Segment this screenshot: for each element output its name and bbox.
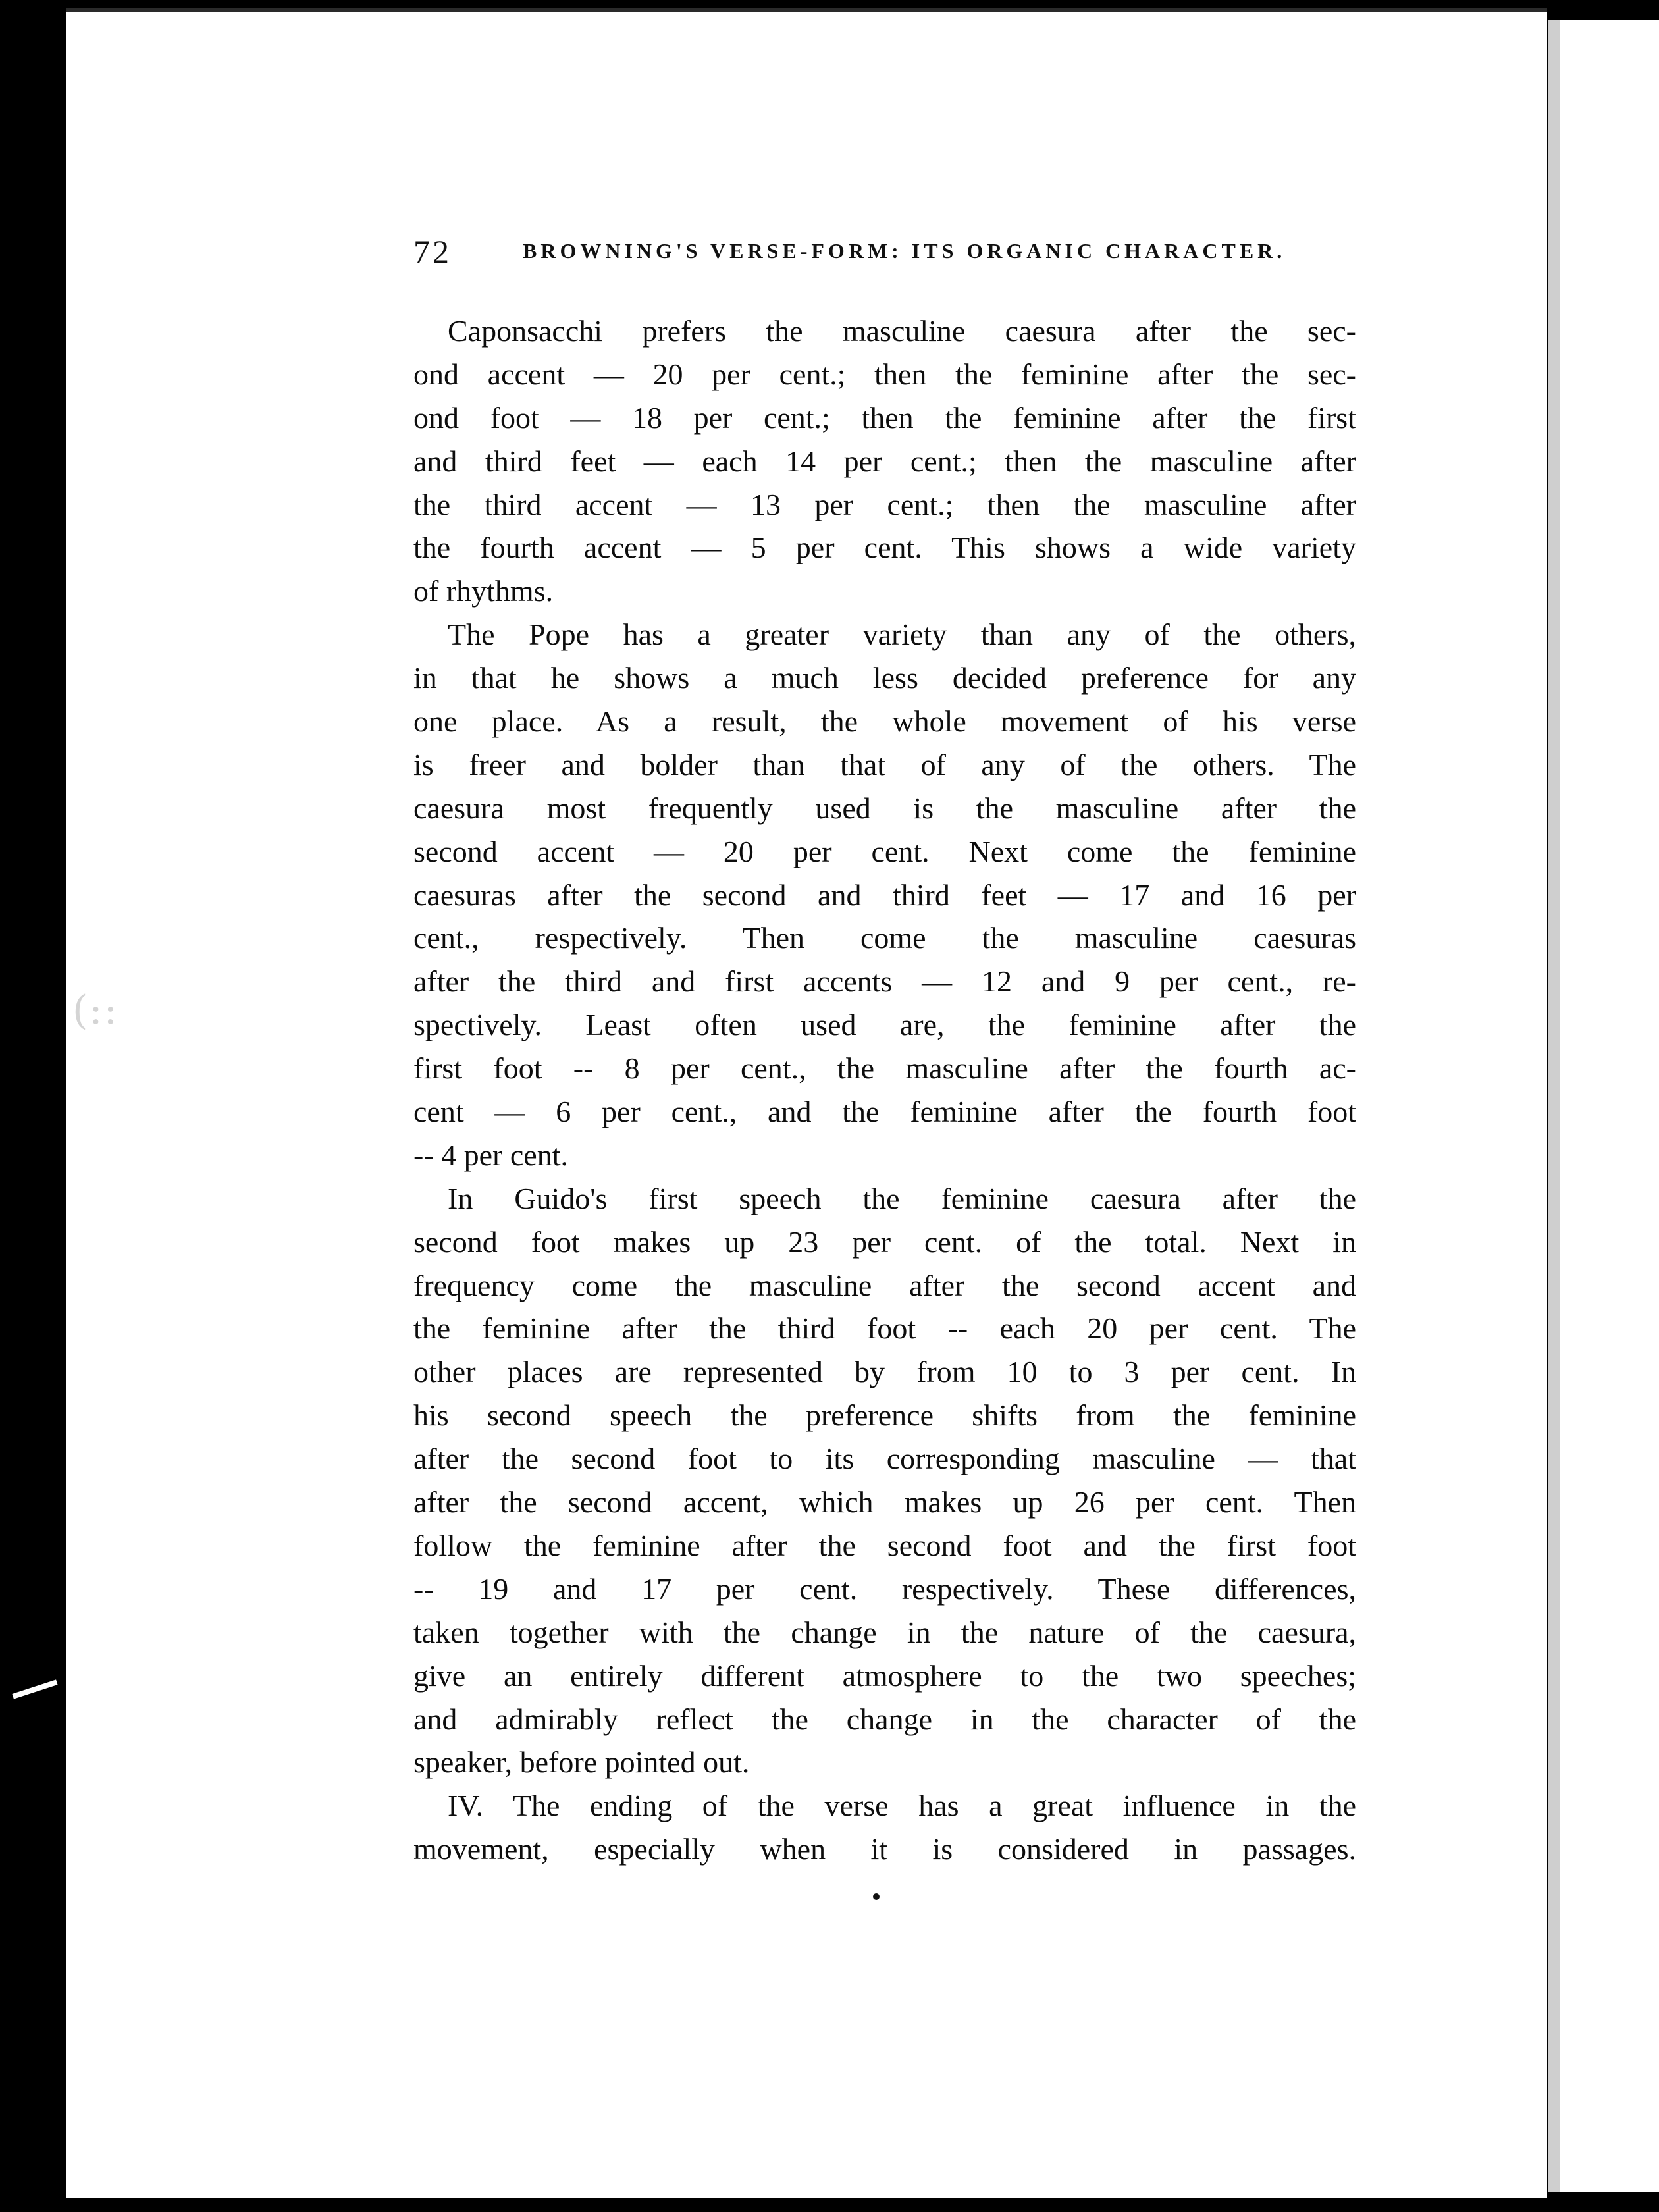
ink-dot [873,1893,880,1900]
text-line: first foot -- 8 per cent., the masculine after the fourth ac- [413,1051,1356,1086]
text-line: follow the feminine after the second foot and the first foot [413,1528,1356,1562]
text-line: is freer and bolder than that of any of the others. The [413,747,1356,781]
text-line: in that he shows a much less decided preference for any [413,661,1356,695]
text-line: -- 19 and 17 per cent. respectively. These differences, [413,1571,1356,1606]
text-line: of rhythms. [413,574,554,608]
text-line: the feminine after the third foot -- each 20 per cent. The [413,1311,1356,1346]
text-line: his second speech the preference shifts from the feminine [413,1398,1356,1433]
text-line: ond foot — 18 per cent.; then the feminine after the first [413,400,1356,434]
text-line: and third feet — each 14 per cent.; then the masculine after [413,444,1356,478]
text-line: speaker, before pointed out. [413,1745,750,1779]
text-line: the fourth accent — 5 per cent. This shows a wide variety [413,531,1356,565]
text-line: cent., respectively. Then come the masculine caesuras [413,921,1356,955]
margin-scratch-mark [12,1679,57,1698]
text-line: after the third and first accents — 12 and 9 per cent., re- [413,964,1356,999]
running-title: BROWNING'S VERSE-FORM: ITS ORGANIC CHARACTER. [523,239,1286,263]
running-head [413,232,1355,272]
text-line: and admirably reflect the change in the character of the [413,1702,1356,1736]
text-line: caesuras after the second and third feet — 17 and 16 per [413,878,1356,912]
page-gutter-shadow [1548,20,1560,2192]
text-line: cent — 6 per cent., and the feminine after the fourth foot [413,1095,1356,1129]
body-text [413,309,1356,1871]
text-line: In Guido's first speech the feminine caesura after the [448,1181,1356,1215]
adjacent-page-edge [1548,20,1659,2192]
paragraph [413,1784,1356,1871]
text-line: ond accent — 20 per cent.; then the feminine after the sec- [413,357,1356,391]
text-line: other places are represented by from 10 to 3 per cent. In [413,1355,1356,1389]
text-line: Caponsacchi prefers the masculine caesura after the sec- [448,314,1356,348]
page-number: 72 [413,233,452,270]
text-line: the third accent — 13 per cent.; then the masculine after [413,487,1356,521]
text-line: IV. The ending of the verse has a great influence in the [448,1789,1356,1823]
text-line: after the second accent, which makes up 26 per cent. Then [413,1485,1356,1519]
text-line: second foot makes up 23 per cent. of the total. Next in [413,1224,1356,1259]
text-line: one place. As a result, the whole movement of his verse [413,704,1356,739]
show-through-mark: (:: [72,988,118,1034]
paragraph [413,613,1356,1177]
text-line: frequency come the masculine after the second accent and [413,1268,1356,1302]
text-line: after the second foot to its corresponding masculine — that [413,1442,1356,1476]
text-line: -- 4 per cent. [413,1138,568,1172]
text-line: caesura most frequently used is the masculine after the [413,791,1356,825]
text-line: second accent — 20 per cent. Next come the feminine [413,834,1356,868]
paragraph [413,1177,1356,1784]
text-line: give an entirely different atmosphere to the two speeches; [413,1658,1356,1693]
paragraph [413,309,1356,613]
text-line: taken together with the change in the nature of the caesura, [413,1615,1356,1649]
text-line: spectively. Least often used are, the feminine after the [413,1008,1356,1042]
text-line: The Pope has a greater variety than any of the others, [448,618,1356,652]
text-line: movement, especially when it is considered in passages. [413,1832,1356,1866]
